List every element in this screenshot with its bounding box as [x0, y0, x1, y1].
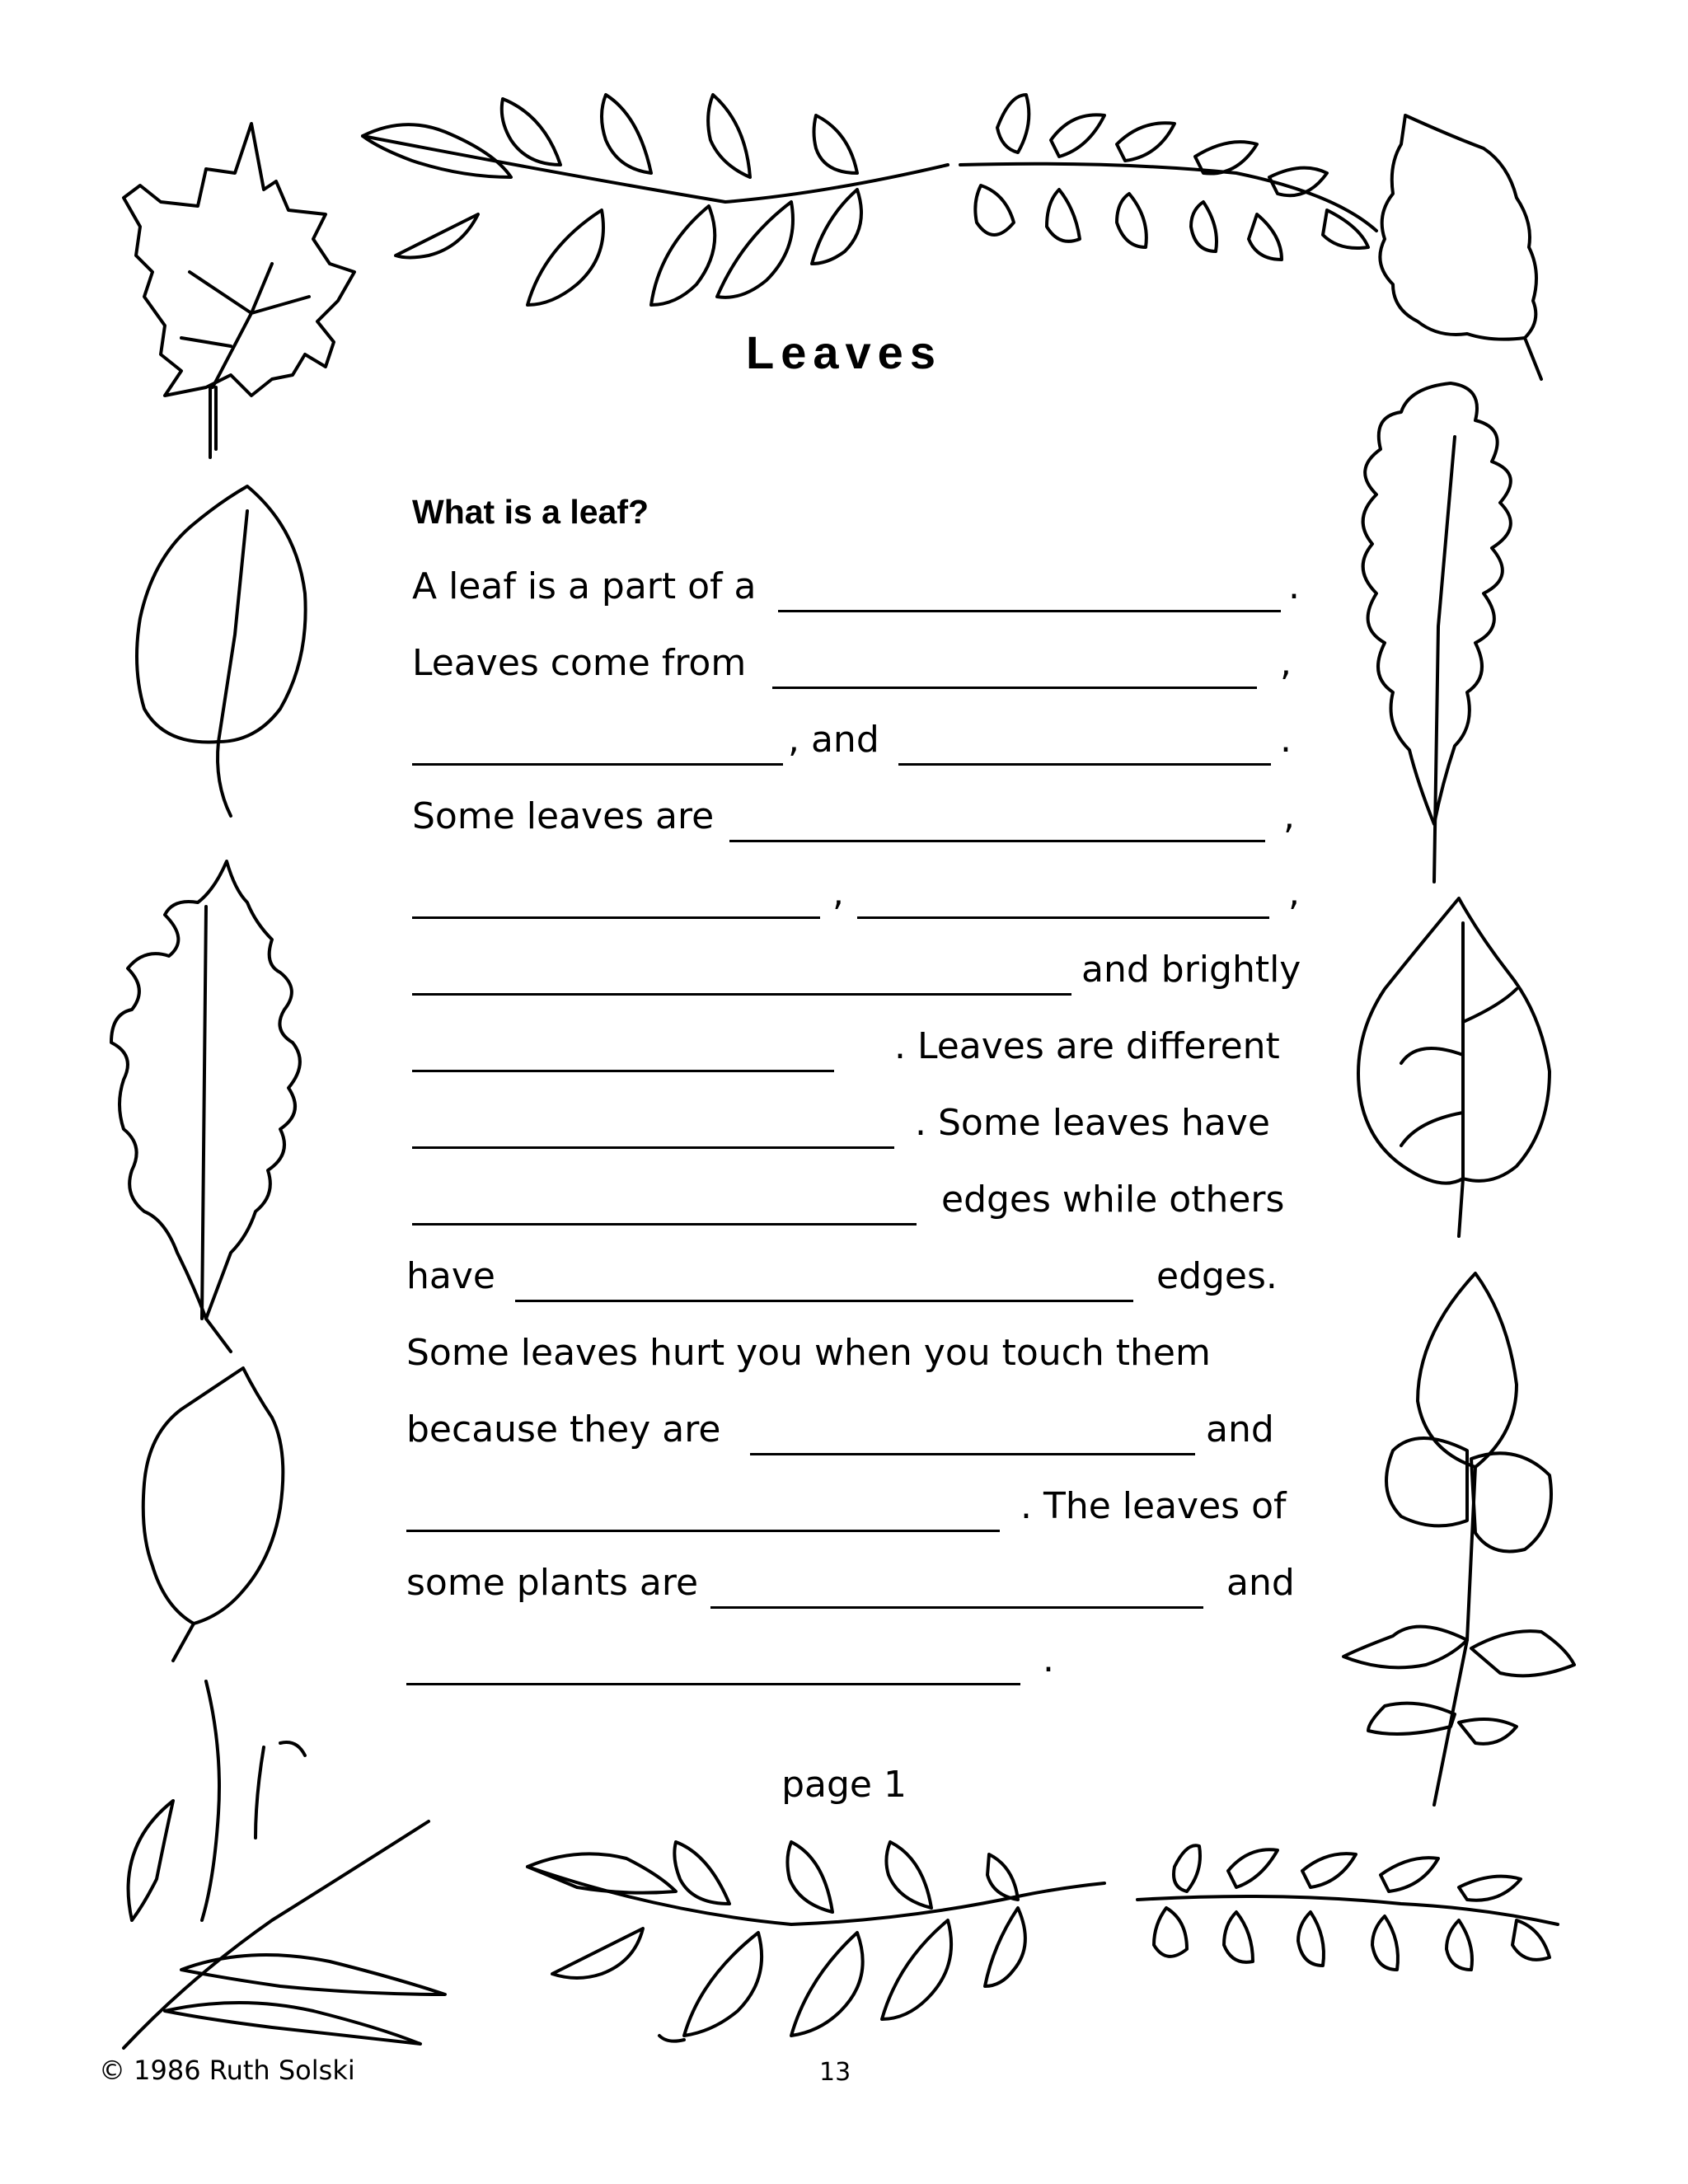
- fill-line-5: [0, 872, 1688, 925]
- page-number: 13: [819, 2058, 851, 2087]
- copyright-notice: © 1986 Ruth Solski: [99, 2055, 355, 2086]
- answer-blank[interactable]: [412, 1146, 894, 1149]
- fern-branch-icon: [528, 1842, 1104, 2041]
- line-text: , and: [788, 719, 879, 761]
- line-text: and brightly: [1081, 949, 1301, 991]
- fill-line-13: [0, 1485, 1688, 1538]
- worksheet-question: What is a leaf?: [412, 493, 649, 531]
- line-text: because they are: [406, 1408, 721, 1451]
- answer-blank[interactable]: [412, 1223, 917, 1226]
- line-text: ,: [832, 872, 844, 914]
- line-text: Leaves come from: [412, 642, 747, 684]
- fill-line-10: [0, 1255, 1688, 1308]
- answer-blank[interactable]: [729, 840, 1265, 842]
- leaflet-branch-icon: [1137, 1845, 1558, 1970]
- line-text: and: [1226, 1562, 1295, 1604]
- line-text: . The leaves of: [1020, 1485, 1287, 1527]
- maple-leaf-icon: [124, 124, 354, 457]
- line-text: Some leaves hurt you when you touch them: [406, 1332, 1211, 1374]
- worksheet-title: Leaves: [746, 326, 942, 378]
- fill-line-8: [0, 1102, 1688, 1155]
- line-text: .: [1280, 719, 1292, 761]
- answer-blank[interactable]: [412, 763, 783, 766]
- answer-blank[interactable]: [515, 1300, 1133, 1302]
- line-text: edges.: [1156, 1255, 1278, 1297]
- line-text: and: [1206, 1408, 1274, 1451]
- line-text: . Some leaves have: [915, 1102, 1270, 1144]
- line-text: ,: [1288, 872, 1300, 914]
- answer-blank[interactable]: [710, 1606, 1203, 1609]
- fill-line-2: [0, 642, 1688, 695]
- fill-line-7: [0, 1025, 1688, 1078]
- answer-blank[interactable]: [406, 1683, 1020, 1685]
- answer-blank[interactable]: [412, 916, 820, 919]
- fern-branch-icon: [363, 95, 948, 305]
- answer-blank[interactable]: [406, 1530, 1000, 1532]
- answer-blank[interactable]: [750, 1453, 1195, 1455]
- line-text: ,: [1280, 642, 1292, 684]
- line-text: some plants are: [406, 1562, 699, 1604]
- fill-line-4: [0, 795, 1688, 848]
- answer-blank[interactable]: [412, 1070, 834, 1072]
- line-text: have: [406, 1255, 495, 1297]
- answer-blank[interactable]: [778, 610, 1281, 612]
- line-text: edges while others: [941, 1179, 1285, 1221]
- fill-line-6: [0, 949, 1688, 1001]
- answer-blank[interactable]: [857, 916, 1269, 919]
- fill-line-3: [0, 719, 1688, 771]
- line-text: ,: [1283, 795, 1295, 837]
- line-text: Some leaves are: [412, 795, 715, 837]
- line-text: A leaf is a part of a: [412, 565, 757, 607]
- line-text: .: [1043, 1638, 1054, 1680]
- fill-line-11: [0, 1332, 1688, 1385]
- fill-line-9: [0, 1179, 1688, 1231]
- fill-line-12: [0, 1408, 1688, 1461]
- answer-blank[interactable]: [898, 763, 1271, 766]
- line-text: .: [1288, 565, 1300, 607]
- fill-line-15: [0, 1638, 1688, 1691]
- fill-line-14: [0, 1562, 1688, 1615]
- page-label: page 1: [781, 1764, 907, 1806]
- grass-blades-icon: [124, 1681, 445, 2048]
- leaflet-branch-icon: [960, 95, 1376, 260]
- answer-blank[interactable]: [412, 993, 1071, 996]
- line-text: . Leaves are different: [894, 1025, 1280, 1067]
- answer-blank[interactable]: [772, 687, 1257, 689]
- fill-line-1: [0, 565, 1688, 618]
